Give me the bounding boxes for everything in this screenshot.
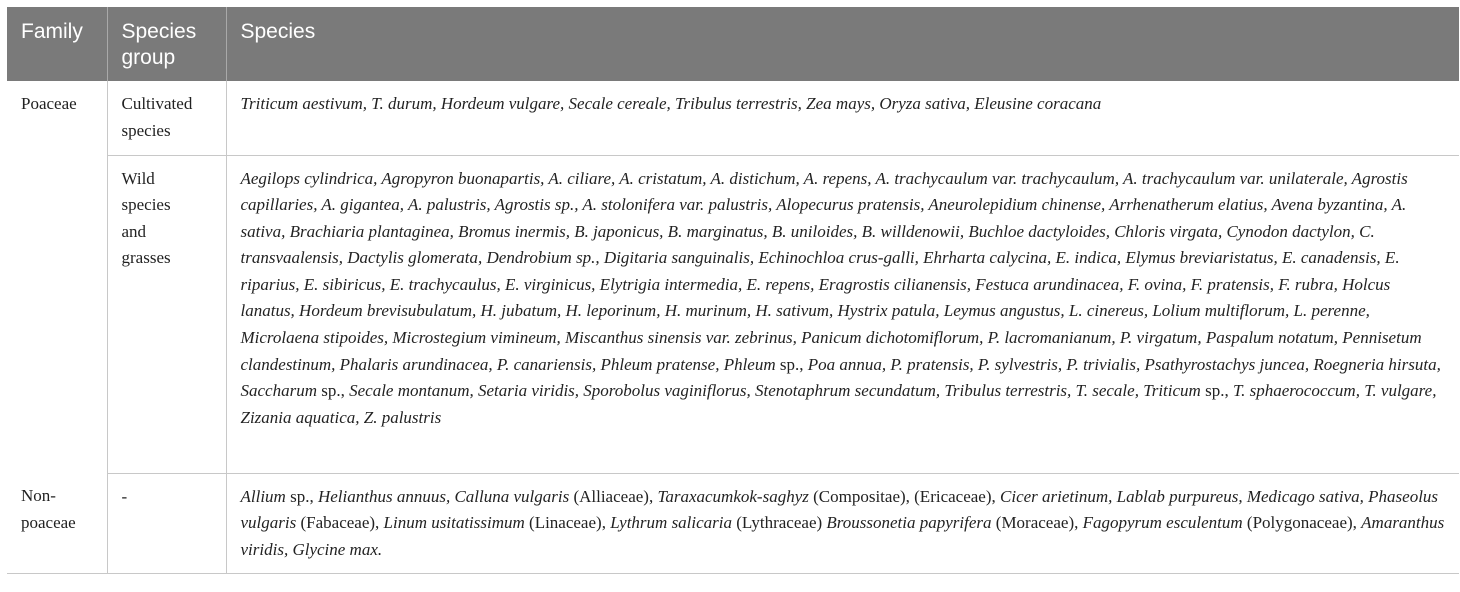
species-wild-part-4: Secale montanum, Setaria viridis, Sporobolus vaginiflorus, Stenotaphrum secundatum, Tribulus terrestris, T. secale, Triticum xyxy=(349,381,1201,401)
group-wild-line3: and xyxy=(121,221,147,241)
group-cell-cultivated xyxy=(107,81,226,155)
species-np-part-9: (Linaceae), xyxy=(524,513,611,533)
group-cell-nonpoaceae: - xyxy=(107,473,226,573)
group-wild-line4: grasses xyxy=(121,248,171,268)
species-cell-cultivated: Triticum aestivum, T. durum, Hordeum vulgare, Secale cereale, Tribulus terrestris, Zea mays, Oryza sativa, Eleusine coracana xyxy=(226,81,1459,155)
species-np-part-4: Taraxacumkok-saghyz xyxy=(657,486,809,506)
header-family: Family xyxy=(7,7,107,81)
species-np-part-5: (Compositae), (Ericaceae), xyxy=(808,486,1001,506)
species-np-part-16: Amaranthus viridis, Glycine max. xyxy=(240,513,1445,559)
group-cell-wild xyxy=(107,155,226,473)
header-group-line1: Species xyxy=(121,20,197,43)
family-cell-poaceae: Poaceae xyxy=(7,81,107,473)
species-table xyxy=(7,7,1459,574)
species-np-part-10: Lythrum salicaria xyxy=(610,513,733,533)
species-np-part-0: Allium xyxy=(240,486,286,506)
species-np-part-15: (Polygonaceae), xyxy=(1242,513,1362,533)
species-np-part-3: (Alliaceae), xyxy=(569,486,658,506)
table-row xyxy=(7,81,1459,155)
species-np-part-1: sp., xyxy=(285,486,318,506)
species-np-part-7: (Fabaceae), xyxy=(296,513,384,533)
species-np-part-2: Helianthus annuus, Calluna vulgaris xyxy=(317,486,570,506)
family-nonpoaceae-line2: poaceae xyxy=(21,512,76,532)
species-wild-part-3: sp., xyxy=(316,381,350,401)
species-np-part-14: Fagopyrum esculentum xyxy=(1082,513,1243,533)
species-wild-part-1: sp., xyxy=(775,354,808,374)
species-wild-part-5: sp., xyxy=(1200,381,1233,401)
header-species: Species xyxy=(226,7,1459,81)
species-cell-nonpoaceae xyxy=(226,473,1459,573)
species-np-part-12: Broussonetia papyrifera xyxy=(826,513,992,533)
species-np-part-13: (Moraceae), xyxy=(991,513,1083,533)
table-row xyxy=(7,473,1459,573)
species-wild-part-2: Poa annua, P. pratensis, P. sylvestris, P. trivialis, Psathyrostachys juncea, Roegneria hirsuta, Saccharum xyxy=(240,354,1441,401)
header-group-line2: group xyxy=(121,46,176,69)
species-cell-wild xyxy=(226,155,1459,473)
species-wild-part-0: Aegilops cylindrica, Agropyron buonapartis, A. ciliare, A. cristatum, A. distichum, A. repens, A. trachycaulum var. trachycaulum, A. trachycaulum var. unilaterale, Agrostis capillaries, A. gigantea, A. palustris, Agrostis sp., A. stolonifera var. palustris, Alopecurus pratensis, Aneurolepidium chinense, Arrhenatherum elatius, Avena byzantina, A. sativa, Brachiaria plantaginea, Bromus inermis, B. japonicus, B. marginatus, B. uniloides, B. willdenowii, Buchloe dactyloides, Chloris virgata, Cynodon dactylon, C. transvaalensis, Dactylis glomerata, Dendrobium sp., Digitaria sanguinalis, Echinochloa crus-galli, Ehrharta calycina, E. indica, Elymus breviaristatus, E. canadensis, E. riparius, E. sibiricus, E. trachycaulus, E. virginicus, Elytrigia intermedia, E. repens, Eragrostis cilianensis, Festuca arundinacea, F. ovina, F. pratensis, F. rubra, Holcus lanatus, Hordeum brevisubulatum, H. jubatum, H. leporinum, H. murinum, H. sativum, Hystrix patula, Leymus angustus, L. cinereus, Lolium multiflorum, L. perenne, Microlaena stipoides, Microstegium vimineum, Miscanthus sinensis var. zebrinus, Panicum dichotomiflorum, P. lacromanianum, P. virgatum, Paspalum notatum, Pennisetum clandestinum, Phalaris arundinacea, P. canariensis, Phleum pratense, Phleum xyxy=(240,168,1422,374)
species-np-part-8: Linum usitatissimum xyxy=(383,513,525,533)
species-np-part-11: (Lythraceae) xyxy=(732,513,827,533)
group-cultivated-line2: species xyxy=(121,120,171,140)
family-cell-nonpoaceae xyxy=(7,473,107,573)
family-nonpoaceae-line1: Non- xyxy=(21,486,56,505)
header-row xyxy=(7,7,1459,81)
header-species-group xyxy=(107,7,226,81)
table-row xyxy=(7,155,1459,473)
species-wild-part-6: T. sphaerococcum, T. vulgare, Zizania aquatica, Z. palustris xyxy=(240,381,1437,427)
group-wild-line1: Wild xyxy=(121,168,155,188)
group-cultivated-line1: Cultivated xyxy=(121,94,193,113)
group-wild-line2: species xyxy=(121,195,171,215)
species-np-part-6: Cicer arietinum, Lablab purpureus, Medicago sativa, Phaseolus vulgaris xyxy=(240,486,1439,533)
